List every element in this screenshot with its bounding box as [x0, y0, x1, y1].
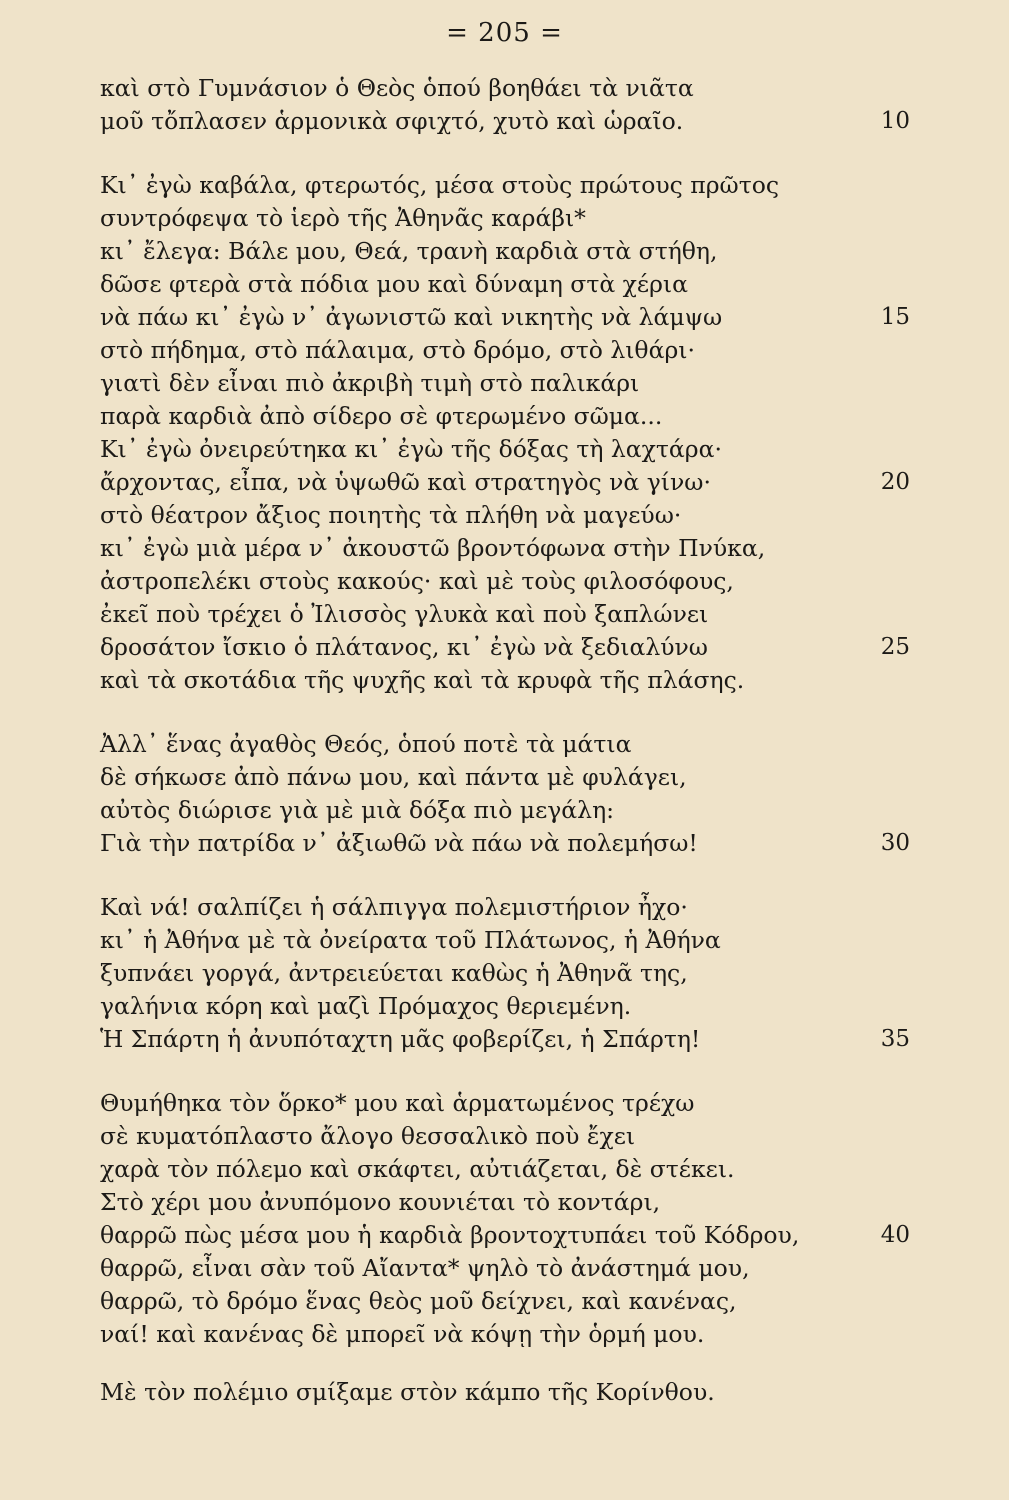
poem-text [100, 72, 910, 1409]
verse-line: Καὶ νά! σαλπίζει ἡ σάλπιγγα πολεμιστήριον ἦχο· [100, 893, 688, 921]
line-number: 35 [880, 1026, 910, 1052]
verse-line: στὸ θέατρον ἄξιος ποιητὴς τὰ πλήθη νὰ μαγεύω· [100, 501, 682, 529]
verse-line: σὲ κυματόπλαστο ἄλογο θεσσαλικὸ ποὺ ἔχει [100, 1122, 636, 1150]
verse-line: Ἡ Σπάρτη ἡ ἀνυπόταχτη μᾶς φοβερίζει, ἡ Σπάρτη! 35 [100, 1023, 910, 1056]
verse-line: ἐκεῖ ποὺ τρέχει ὁ Ἰλισσὸς γλυκὰ καὶ ποὺ ξαπλώνει [100, 600, 709, 628]
line-number: 30 [880, 830, 910, 856]
stanza [100, 72, 910, 138]
verse-line: κι᾿ ἐγὼ μιὰ μέρα ν᾿ ἀκουστῶ βροντόφωνα στὴν Πνύκα, [100, 534, 766, 562]
verse-line: ναί! καὶ κανένας δὲ μπορεῖ νὰ κόψῃ τὴν ὁρμή μου. [100, 1320, 705, 1348]
verse-line: ξυπνάει γοργά, ἀντρειεύεται καθὼς ἡ Ἀθηνᾶ της, [100, 959, 688, 987]
verse-line: χαρὰ τὸν πόλεμο καὶ σκάφτει, αὐτιάζεται, δὲ στέκει. [100, 1155, 735, 1183]
stanza [100, 1376, 910, 1409]
verse-line: θαρρῶ, εἶναι σὰν τοῦ Αἴαντα* ψηλὸ τὸ ἀνάστημά μου, [100, 1254, 750, 1282]
verse-line: ἄρχοντας, εἶπα, νὰ ὑψωθῶ καὶ στρατηγὸς νὰ γίνω· 20 [100, 466, 910, 499]
verse-line: Κι᾿ ἐγὼ ὀνειρεύτηκα κι᾿ ἐγὼ τῆς δόξας τὴ λαχτάρα· [100, 435, 722, 463]
verse-line: Μὲ τὸν πολέμιο σμίξαμε στὸν κάμπο τῆς Κορίνθου. [100, 1378, 715, 1406]
verse-line: θαρρῶ, τὸ δρόμο ἕνας θεὸς μοῦ δείχνει, καὶ κανένας, [100, 1287, 737, 1315]
stanza-break [100, 1351, 910, 1376]
verse-line: κι᾿ ἡ Ἀθήνα μὲ τὰ ὀνείρατα τοῦ Πλάτωνος, ἡ Ἀθήνα [100, 926, 721, 954]
stanza-break [100, 138, 910, 169]
verse-line: συντρόφεψα τὸ ἱερὸ τῆς Ἀθηνᾶς καράβι* [100, 204, 586, 232]
line-number: 20 [880, 469, 910, 495]
verse-line: νὰ πάω κι᾿ ἐγὼ ν᾿ ἀγωνιστῶ καὶ νικητὴς νὰ λάμψω 15 [100, 301, 910, 334]
verse-line: καὶ τὰ σκοτάδια τῆς ψυχῆς καὶ τὰ κρυφὰ τῆς πλάσης. [100, 666, 745, 694]
verse-line: Θυμήθηκα τὸν ὅρκο* μου καὶ ἁρματωμένος τρέχω [100, 1089, 695, 1117]
verse-line: δὲ σήκωσε ἀπὸ πάνω μου, καὶ πάντα μὲ φυλάγει, [100, 763, 687, 791]
stanza-break [100, 1056, 910, 1087]
verse-line: ἀστροπελέκι στοὺς κακούς· καὶ μὲ τοὺς φιλοσόφους, [100, 567, 734, 595]
verse-line: στὸ πήδημα, στὸ πάλαιμα, στὸ δρόμο, στὸ λιθάρι· [100, 336, 695, 364]
verse-line: Γιὰ τὴν πατρίδα ν᾿ ἀξιωθῶ νὰ πάω νὰ πολεμήσω! 30 [100, 827, 910, 860]
verse-line: παρὰ καρδιὰ ἀπὸ σίδερο σὲ φτερωμένο σῶμα... [100, 402, 663, 430]
line-number: 15 [880, 304, 910, 330]
line-number: 25 [880, 634, 910, 660]
verse-line: Κι᾿ ἐγὼ καβάλα, φτερωτός, μέσα στοὺς πρώτους πρῶτος [100, 171, 780, 199]
line-number: 40 [880, 1222, 910, 1248]
verse-line: γαλήνια κόρη καὶ μαζὶ Πρόμαχος θεριεμένη. [100, 992, 632, 1020]
stanza [100, 169, 910, 697]
verse-line: γιατὶ δὲν εἶναι πιὸ ἀκριβὴ τιμὴ στὸ παλικάρι [100, 369, 640, 397]
line-number: 10 [880, 108, 910, 134]
verse-line: Ἀλλ᾿ ἕνας ἀγαθὸς Θεός, ὁπού ποτὲ τὰ μάτια [100, 730, 632, 758]
stanza [100, 891, 910, 1056]
verse-line: θαρρῶ πὼς μέσα μου ἡ καρδιὰ βροντοχτυπάει τοῦ Κόδρου, 40 [100, 1219, 910, 1252]
verse-line: μοῦ τὄπλασεν ἁρμονικὰ σφιχτό, χυτὸ καὶ ὡραῖο. 10 [100, 105, 910, 138]
verse-line: Στὸ χέρι μου ἀνυπόμονο κουνιέται τὸ κοντάρι, [100, 1188, 661, 1216]
stanza-break [100, 860, 910, 891]
verse-line: καὶ στὸ Γυμνάσιον ὁ Θεὸς ὁπού βοηθάει τὰ νιᾶτα [100, 74, 694, 102]
stanza [100, 1087, 910, 1351]
verse-line: δροσάτον ἴσκιο ὁ πλάτανος, κι᾿ ἐγὼ νὰ ξεδιαλύνω 25 [100, 631, 910, 664]
verse-line: κι᾿ ἔλεγα: Βάλε μου, Θεά, τρανὴ καρδιὰ στὰ στήθη, [100, 237, 718, 265]
stanza [100, 728, 910, 860]
verse-line: δῶσε φτερὰ στὰ πόδια μου καὶ δύναμη στὰ χέρια [100, 270, 688, 298]
stanza-break [100, 697, 910, 728]
verse-line: αὐτὸς διώρισε γιὰ μὲ μιὰ δόξα πιὸ μεγάλη: [100, 796, 615, 824]
page-number: = 205 = [446, 18, 563, 48]
